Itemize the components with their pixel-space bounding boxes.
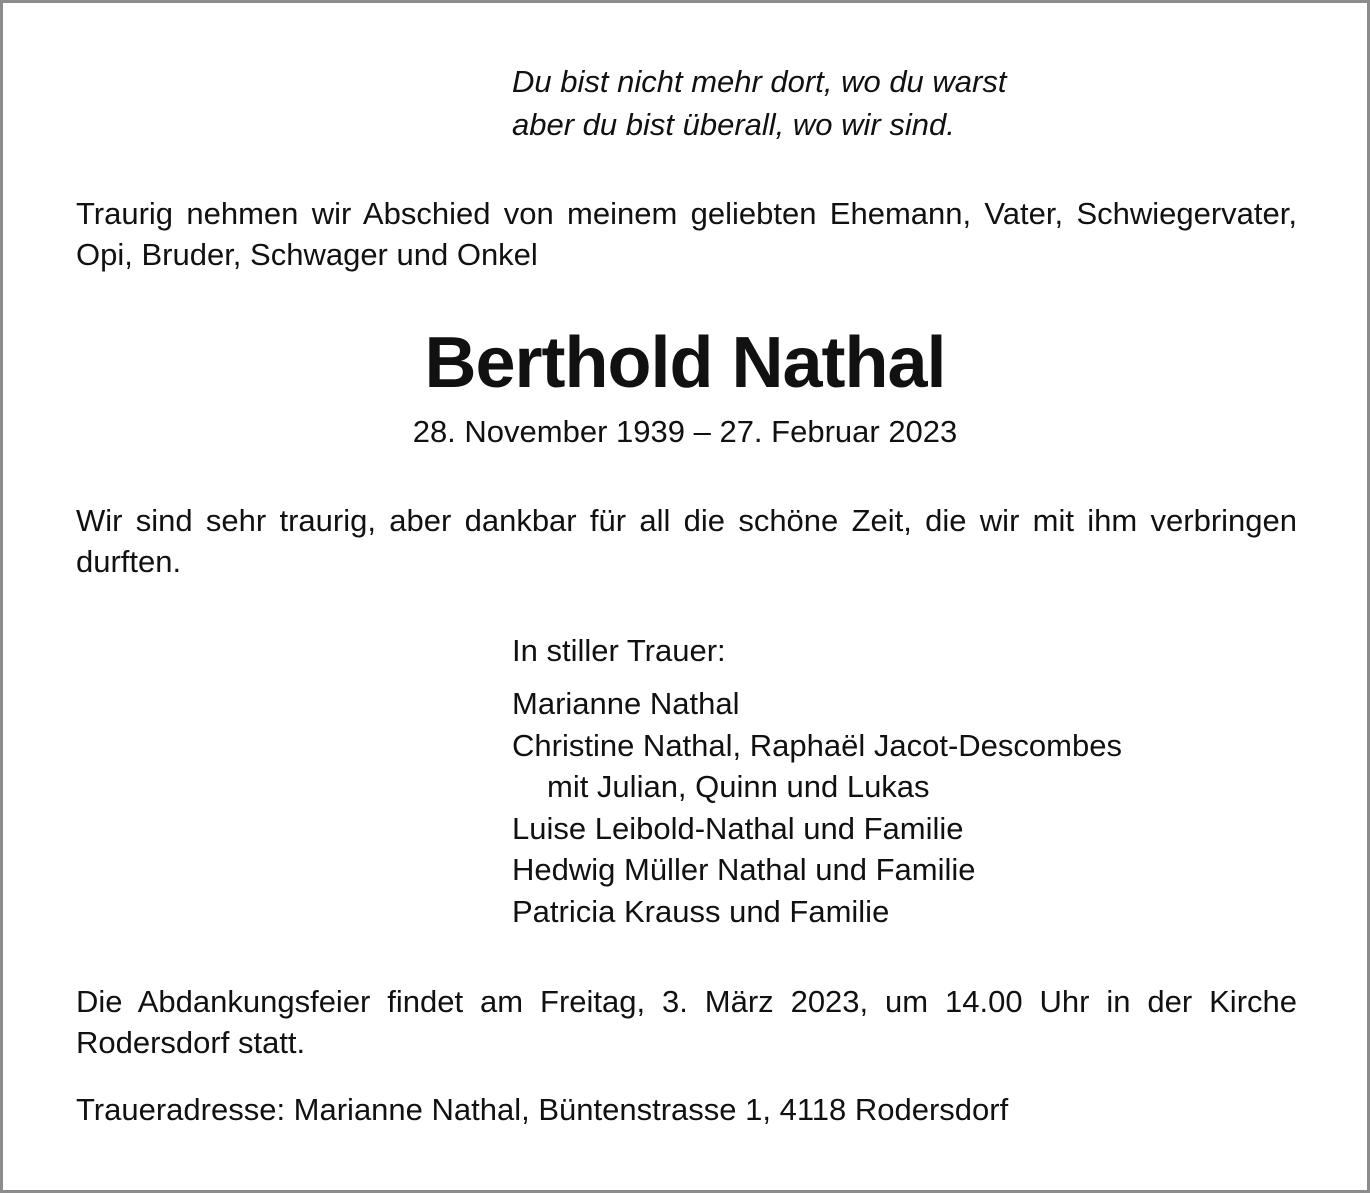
mourner-name: Hedwig Müller Nathal und Familie xyxy=(512,852,976,887)
mourner-name: Patricia Krauss und Familie xyxy=(512,893,890,929)
mourners-heading: In stiller Trauer: xyxy=(512,633,726,668)
life-dates: 28. November 1939 – 27. Februar 2023 xyxy=(412,414,958,449)
ceremony-paragraph: Die Abdankungsfeier findet am Freitag, 3. März 2023, um 14.00 Uhr in der Kirche Rodersdorf statt. xyxy=(76,984,1297,1060)
quote-line-2: aber du bist überall, wo wir sind. xyxy=(512,107,955,142)
intro-paragraph: Traurig nehmen wir Abschied von meinem geliebten Ehemann, Vater, Schwiegervater, Opi, Bruder, Schwager und Onkel xyxy=(76,196,1297,272)
deceased-name: Berthold Nathal xyxy=(424,323,946,403)
mourners-list xyxy=(512,683,1122,932)
mourning-address: Traueradresse: Marianne Nathal, Büntenstrasse 1, 4118 Rodersdorf xyxy=(76,1092,1009,1127)
gratitude-paragraph: Wir sind sehr traurig, aber dankbar für all die schöne Zeit, die wir mit ihm verbringen durften. xyxy=(76,503,1297,579)
mourner-name: Marianne Nathal xyxy=(512,686,740,721)
quote-line-1: Du bist nicht mehr dort, wo du warst xyxy=(512,64,1007,99)
mourner-name: mit Julian, Quinn und Lukas xyxy=(547,769,930,804)
mourner-name: Luise Leibold-Nathal und Familie xyxy=(512,810,964,846)
mourner-name: Christine Nathal, Raphaël Jacot-Descombes xyxy=(512,727,1122,763)
